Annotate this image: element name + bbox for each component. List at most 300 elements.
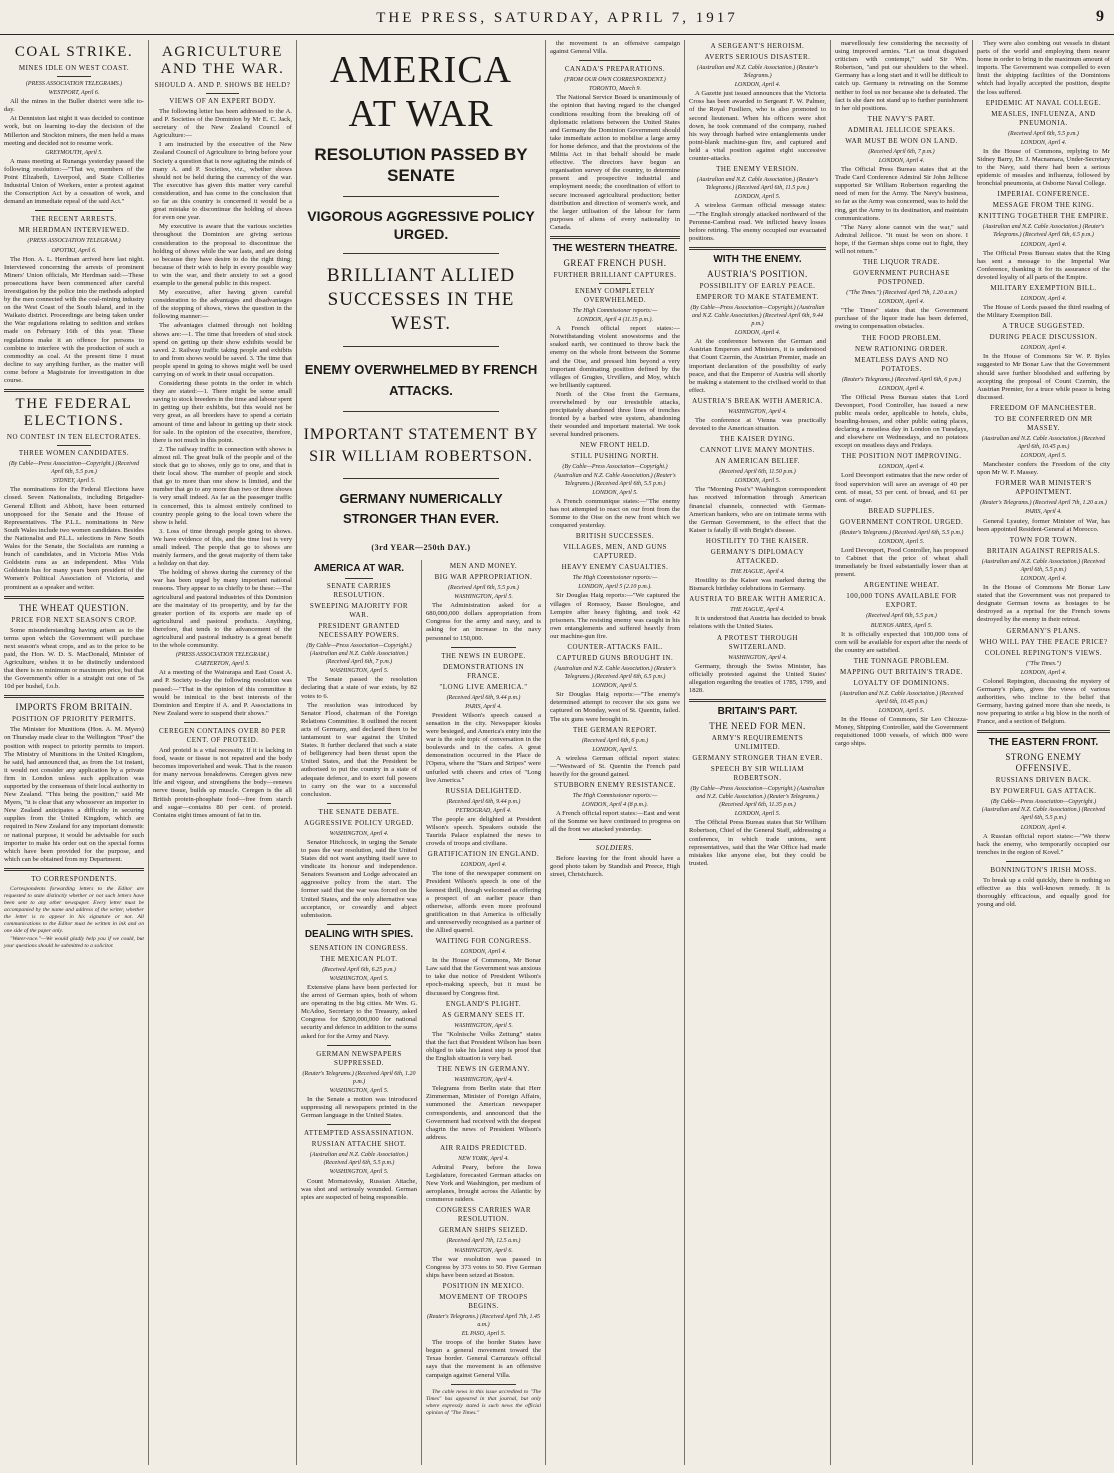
paragraph: At a meeting of the Wairarapa and East Coast A. and P. Society to-day the following resolution was passed:—"That in the opinion of this committee it would be inimical to the best interests of the Dominion and Empire if A. and P. Associations in New Zealand were to suspend their shows." — [153, 669, 292, 717]
paragraph: Sir Douglas Haig reports:—"The enemy's determined attempt to recover the six guns we captured on Monday, west of St. Quentin, failed. The six guns were brought in. — [550, 691, 680, 723]
dateline: PARIS, April 4. — [465, 703, 502, 710]
subhead: GERMANY'S DIPLOMACY ATTACKED. — [710, 547, 805, 565]
paragraph: And proteid is a vital necessity. If it is lacking in food, waste or tissue is not repaired and the body becomes impoverished and weak. That is the reason for many nervous breakdowns. Ceregen gives new life and vigour, and strengthens the body—renews nerve tissue, builds up muscle. Ceregen is the all British protein-phosphate food—free from starch and sugar—contains 80 per cent. of proteid. Contains eight times amount of fat in tin. — [153, 746, 292, 819]
paragraph: In the House of Commons, Mr Bonar Law said that the Government was anxious to take due notice of President Wilson's epoch-making speech, but it must be discussed by Congress first. — [426, 957, 541, 997]
headline: FORMER WAR MINISTER'S APPOINTMENT. — [995, 479, 1092, 497]
subhead: STILL PUSHING NORTH. — [570, 452, 660, 461]
dateline: LONDON, April 5. — [592, 683, 638, 690]
headline-wheat: THE WHEAT QUESTION. — [19, 602, 129, 613]
headline: A PROTEST THROUGH SWITZERLAND. — [717, 633, 798, 651]
subhead: MINES IDLE ON WEST COAST. — [18, 64, 130, 72]
dateline: LONDON, April 4. — [878, 385, 925, 392]
paragraph: The Senate passed the resolution declaring that a state of war exists, by 82 votes to 6. — [301, 676, 417, 700]
paragraph: Sir Douglas Haig reports:—"We captured the villages of Ronssoy, Basse Boulogne, and Lempire after heavy fighting, and took 42 prisoners. The resisting enemy was caught in his own entanglements and suffered heavily from our machine-gun fire. — [550, 592, 680, 640]
paragraph: To break up a cold quickly, there is nothing so effective as this well-known remedy. It is thoroughly efficacious, and equally good for young and old. — [977, 876, 1110, 909]
dateline: WASHINGTON, April 5. — [329, 1169, 389, 1176]
banner-line: GERMANY NUMERICALLY STRONGER THAN EVER. — [339, 491, 503, 526]
dateline: WASHINGTON, April 5. — [329, 668, 389, 675]
subhead: BY POWERFUL GAS ATTACK. — [990, 787, 1097, 796]
banner-line: IMPORTANT STATEMENT BY SIR WILLIAM ROBERTSON. — [303, 426, 539, 465]
paragraph: A wireless German official message states:—"The English strongly attacked northward of the Peronne-Cambrai road. We inflicted heavy losses before retiring. The enemy occupied our evacuated positions. — [689, 202, 826, 242]
credit: (Received April 6th, 11.50 p.m.) — [719, 469, 796, 476]
paragraph: My executive is aware that the various societies throughout the Dominion are giving serious consideration to the proposal to discontinue the holding of shows while the war lasts, and are doing so because they have desire to do the right thing; because of their wish to help in every possible way to win the war, and their anxiety to set a good example to the general public in this respect. — [153, 223, 292, 287]
paragraph: Considering these points in the order in which they are stated:—1. There might be some small saving to stock breeders in the time and labour spent in getting up their exhibits, but this would not be very great, as all breeders have to spend a certain amount of time and labour in getting up their stock for sale. In the opinion of the executive, therefore, there is not much in this point. — [153, 380, 292, 444]
paragraph: President Wilson's speech caused a sensation in the city. Newspaper kiosks were besieged, and America's entry into the war is the sole topic of conversation in the boulevards and in the cafes. A great demonstration occurred in the Place de l'Opera, where the "Stars and Stripes" were unfurled with cheers and cries of "Long live America." — [426, 711, 541, 784]
credit: The High Commissioner reports:— — [572, 575, 658, 582]
masthead-title: THE PRESS, SATURDAY, APRIL 7, 1917 — [376, 10, 738, 26]
paragraph: Extensive plans have been perfected for the arrest of German spies, both of whom are operating in the big cities. Mr Wm. G. McAdoo, Secretary to the Treasury, asked Congress for $200,000,000 for national security and defence in addition to the sums asked for for the Army and Navy. — [301, 984, 417, 1040]
credit: (Received April 6th, 5.5 p.m.) — [866, 613, 937, 620]
dateline: LONDON, April 4. — [1020, 345, 1067, 352]
banner-line: BRILLIANT ALLIED SUCCESSES IN THE WEST. — [326, 265, 516, 334]
paragraph: In the House of Commons Sir W. P. Byles suggested to Mr Bonar Law that the Government should save further bloodshed and suffering by accepting the proposal of Count Czernin, the Austrian Premier, for a truce while peace is being discussed. — [977, 353, 1110, 401]
credit: (FROM OUR OWN CORRESPONDENT.) — [564, 77, 666, 84]
headline: STUBBORN ENEMY RESISTANCE. — [553, 781, 677, 790]
subhead: GOVERNMENT CONTROL URGED. — [839, 517, 964, 526]
subhead: SWEEPING MAJORITY FOR WAR. — [309, 602, 409, 619]
paragraph: Manchester confers the Freedom of the city upon Mr W. F. Massey. — [977, 461, 1110, 477]
dateline: WASHINGTON, April 5. — [454, 1022, 513, 1029]
credit: (Received April 6th, 5.5 p.m.) — [1008, 130, 1079, 137]
headline: THE SENATE DEBATE. — [318, 807, 400, 816]
subhead: SENSATION IN CONGRESS. — [309, 943, 409, 952]
subhead: PRICE FOR NEXT SEASON'S CROP. — [11, 615, 137, 624]
paragraph: The Hon. A. L. Herdman arrived here last night. Interviewed concerning the arrests of prominent Miners' Union officials, Mr Herdman said:—These prosecutions have been commenced after careful investigation by the police into the methods adopted by the men connected with the coal-mining industry on the West Coast of the South Island, and in the Waikato district. Proceedings are being taken under the War regulations relating to sedition and strikes made on February 16th of this year. These regulations make it an offence for persons to combine to interfere with the production of such a commodity as coal. At the present time I must decline to say anything further, as the matter will come before a Magistrate for investigation in due course. — [4, 255, 144, 384]
dateline: PETROGRAD, April 4. — [455, 807, 512, 814]
banner-line: (3rd YEAR—250th DAY.) — [371, 543, 471, 552]
credit: (PRESS ASSOCIATION TELEGRAM.) — [175, 652, 270, 659]
dateline: LONDON, April 4. — [460, 949, 507, 956]
headline: THE GERMAN REPORT. — [572, 725, 658, 734]
dateline: LONDON, April 5. — [592, 489, 638, 496]
headline: CONGRESS CARRIES WAR RESOLUTION. — [435, 1206, 532, 1224]
paragraph: A French official report states:—Notwithstanding violent snowstorms and the soaked earth, we continued to throw back the enemy on the whole front between the Somme and the Oise, and pressed him beyond a very important dominating position defined by the villages of Grugies, Urvillers, and Moy, which we brilliantly captured. — [550, 325, 680, 389]
subhead: "LONG LIVE AMERICA." — [439, 682, 528, 691]
subhead: GOVERNMENT PURCHASE POSTPONED. — [853, 269, 950, 287]
subhead: 100,000 TONS AVAILABLE FOR EXPORT. — [846, 592, 957, 610]
dateline: WASHINGTON, April 4. — [329, 830, 389, 837]
headline: A TRUCE SUGGESTED. — [1002, 322, 1085, 331]
paragraph: At the conference between the German and Austrian Emperors and Ministers, it is understood that Count Czernin, the Austrian Premier, made an important declaration of the possibility of early peace, and that the Emperor of Austria will shortly be making a statement to the civilised world to that effect. — [689, 338, 826, 394]
paragraph: A French official report states:—East and west of the Somme we have continued to progress on all the front we attacked yesterday. — [550, 810, 680, 834]
paragraph: It is understood that Austria has decided to break relations with the United States. — [689, 615, 826, 631]
credit: (Australian and N.Z. Cable Association.) (Reuter's Telegrams.) (Received April 6th, 11.5 p.m.) — [696, 177, 819, 192]
column-4 — [546, 40, 684, 1465]
credit: ("The Times.") — [1025, 660, 1062, 667]
dateline: WASHINGTON, April 5. — [329, 975, 389, 982]
paragraph: The House of Lords passed the third reading of the Military Exemption Bill. — [977, 304, 1110, 320]
paragraph: marvellously few considering the necessity of using improved armies. "Let us treat disguised criticism with contempt," said Sir Wm. Robertson, "and put our shoulders to the wheel. Germany has a long start and it will be difficult to catch up. Germany is retreating on the Somme neither to fool us nor because she is defeated. The fact is she dare not stand up to further punishment in her old positions. — [835, 40, 968, 112]
paragraph: Admiral Peary, before the Iowa Legislature, forecasted German attacks on New York and Washington, per medium of aeroplanes, brought across the Atlantic by commerce raiders. — [426, 1163, 541, 1204]
subhead: EMPEROR TO MAKE STATEMENT. — [696, 292, 819, 301]
dateline: WASHINGTON, April 4. — [728, 654, 787, 661]
subhead: GERMANY STRONGER THAN EVER. — [692, 753, 823, 762]
headline: FREEDOM OF MANCHESTER. — [990, 403, 1097, 412]
dateline: PARIS, April 4. — [1025, 509, 1062, 516]
paragraph: The conference at Vienna was practically devoted to the American situation. — [689, 417, 826, 433]
paragraph: The "Kolnische Volks Zeitung" states that the fact that President Wilson has been obliged to take his latest step is proof that the English situation is very bad. — [426, 1030, 541, 1063]
headline: ENGLAND'S PLIGHT. — [445, 999, 522, 1008]
headline-federal-elections: THE FEDERAL ELECTIONS. — [15, 396, 133, 430]
headline: TOWN FOR TOWN. — [1009, 535, 1078, 544]
headline: IMPERIAL CONFERENCE. — [997, 190, 1090, 199]
headline: THE TONNAGE PROBLEM. — [853, 656, 950, 665]
paragraph: The Official Press Bureau states that the King has sent a message to the Imperial War Conference, thanking it for its assurance of the devoted loyalty of all parts of the Empire. — [977, 249, 1110, 281]
paragraph: The Minister for Munitions (Hon. A. M. Myers) on Thursday made clear to the Wellington "Post" the position with respect to priority permits to import. The Ministry of Munitions in the United Kingdom, he said, had announced that, as from the 1st instant, it would not consider any application by a private firm in London unless such application was supported by the consensus of their local authority in New Zealand. "This being the position," said Mr Myers, "it is clear that any whosoever an importer in New Zealand anticipates a difficulty in securing supplies from the United Kingdom, which are required in New Zealand for any important domestic or national purpose, it would be advisable for such importer to make his order out on the special forms which have been provided for the purpose, and which can be obtained from my Department. — [4, 726, 144, 863]
banner-line: VIGOROUS AGGRESSIVE POLICY URGED. — [307, 208, 535, 242]
subhead: POSSIBILITY OF EARLY PEACE. — [699, 281, 816, 290]
credit: (Received April 6th, 6.25 p.m.) — [322, 966, 396, 973]
headline: POSITION IN MEXICO. — [442, 1281, 525, 1290]
headline: THE NEWS IN GERMANY. — [437, 1065, 530, 1074]
subhead: THE MEXICAN PLOT. — [320, 954, 398, 963]
dateline: TORONTO, March 9. — [589, 86, 641, 93]
credit: (Reuter's Telegrams.) (Received April 6th, 1.20 p.m.) — [302, 1070, 416, 1085]
dateline: LONDON, April 5. — [592, 746, 638, 753]
column-6 — [830, 40, 972, 1465]
subhead: THE NEED FOR MEN. — [709, 720, 806, 731]
credit: (Reuter's Telegrams.) (Received April 7th, 1.45 a.m.) — [427, 1313, 540, 1328]
headline: BREAD SUPPLIES. — [868, 506, 935, 515]
headline: HOSTILITY TO THE KAISER. — [705, 536, 810, 545]
headline: GERMANY'S PLANS. — [1006, 626, 1081, 635]
paragraph: The following letter has been addressed to the A. and P. Societies of the Dominion by Mr E. C. Jack, secretary of the New Zealand Council of Agriculture:— — [153, 108, 292, 140]
dateline: NEW YORK, April 4. — [458, 1155, 509, 1162]
headline-western-theatre: THE WESTERN THEATRE. — [552, 242, 678, 254]
column-7 — [972, 40, 1114, 1465]
dateline: LONDON, April 4 (8 p.m.). — [582, 802, 648, 809]
credit: (By Cable—Press Association—Copyright.) (Australian and N.Z. Cable Association.) (Reuter's Telegrams.) (Received April 6th, 5.5 p.m.) — [554, 464, 676, 487]
paragraph: Senator Hitchcock, in urging the Senate to pass the war resolution, said the United States did not want anything itself save to vindicate its honour and independence. Senators Swanson and Lodge advocated an aggressive policy from the start. The former said that the war was forced on the United States, and the only alternative was acceptance, or cowardly and abject submission. — [301, 838, 417, 919]
headline: BONNINGTON'S IRISH MOSS. — [990, 865, 1097, 874]
paragraph: 3. Loss of time through people going to shows. We have evidence of this, and the time lost is very small indeed. The people that go to shows are mainly farmers, and the great majority of them take a holiday on that day. — [153, 527, 292, 568]
headline-ceregen: CEREGEN CONTAINS OVER 80 PER CENT. OF PROTEID. — [159, 726, 286, 744]
paragraph: The Administration asked for a 680,000,000 dollars appropriation from Congress for the army and navy, and is asking for an increase in the navy personnel to 150,000. — [426, 602, 541, 642]
column-3b — [421, 560, 546, 1465]
paragraph: The National Service Board is unanimously of the opinion that having regard to the changed conditions resulting from the breaking off of diplomatic relations between the United States and Germany the Dominion Government should take immediate action to mobilise a large army for home defence, and that the provisions of the Militia Act in that behalf should be made effective. The directors have begun an organisation survey of the country, to determine present and prospective industrial and employment needs; the coordination of effort to secure increased agricultural production; better distribution and direction of women's work, and the larger utilisation of the labour for farm purposes of aliens of every nationality in Canada. — [550, 94, 680, 231]
dateline: THE HAGUE, April 4. — [730, 568, 785, 575]
banner-headline: AMERICA AT WAR — [329, 49, 513, 135]
paragraph: At Denniston last night it was decided to continue work, but on learning to-day the decision of the Millerton and Stockton miners, the men held a mass meeting and decided not to resume work. — [4, 115, 144, 147]
column-5 — [684, 40, 830, 1465]
paragraph: The Official Press Bureau states that Lord Devonport, Food Controller, has issued a new public meals order, applicable to hotels, clubs, boarding-houses, and other public eating places, declaring a meatless day in London on Tuesdays, and elsewhere on Wednesdays, and no potatoes except on meatless days and Fridays. — [835, 393, 968, 450]
dateline: LONDON, April 4. — [1020, 295, 1067, 302]
subhead: ARMY'S REQUIREMENTS UNLIMITED. — [711, 733, 804, 751]
dateline: LONDON, April 5. — [734, 811, 781, 818]
dateline: BUENOS AIRES, April 5. — [870, 622, 933, 629]
paragraph: Some misunderstanding having arisen as to the terms upon which the Government will purchase next season's wheat crops, and as to the price to be paid, the Hon. W. D. S. MacDonald, Minister of Agriculture, wishes it to be distinctly understood that there is no minimum or maximum price, but that the Government's offer is a straight out one of 5s 10d per bushel, f.o.b. — [4, 626, 144, 691]
subhead: POSITION OF PRIORITY PERMITS. — [12, 715, 136, 724]
headline: GRATIFICATION IN ENGLAND. — [427, 850, 540, 859]
subhead: FURTHER BRILLIANT CAPTURES. — [553, 270, 677, 279]
paragraph: "Water-race."—We would gladly help you if we could, but your questions should be submitted to a solicitor. — [4, 935, 144, 949]
dateline: THE HAGUE, April 4. — [730, 607, 785, 614]
subhead: CANNOT LIVE MANY MONTHS. — [700, 446, 815, 455]
credit: (Australian and N.Z. Cable Association.) (Reuter's Telegrams.) (Received April 6th, 6.5 p.m.) — [982, 224, 1105, 239]
subhead: VILLAGES, MEN, AND GUNS CAPTURED. — [563, 543, 667, 561]
paragraph: In the Senate a motion was introduced suppressing all newspapers printed in the German language in the United States. — [301, 1095, 417, 1120]
dateline: LONDON, April 4. — [878, 299, 925, 306]
subhead: CAPTURED GUNS BROUGHT IN. — [556, 653, 674, 662]
column-1 — [0, 40, 148, 1465]
headline: THE RECENT ARRESTS. — [31, 215, 117, 224]
credit: (Reuter's Telegrams.) (Received April 6th, 5.5 p.m.) — [839, 529, 964, 536]
paragraph: Before leaving for the front should have a good photo taken by Standish and Preece, High street, Christchurch. — [550, 854, 680, 878]
paragraph: In the House of Commons, Sir Leo Chiozza-Money, Shipping Controller, said the Government requisitioned 1000 vessels, of which 800 were cargo ships. — [835, 716, 968, 748]
credit: (Australian and N.Z. Cable Association.) (Received April 6th, 10.45 p.m.) — [981, 435, 1106, 450]
credit: (Reuter's Telegrams.) (Received April 6th, 6 p.m.) — [841, 376, 962, 383]
subhead: TO BE CONFERRED ON MR MASSEY. — [994, 414, 1093, 432]
subhead: AVERTS SERIOUS DISASTER. — [704, 53, 811, 61]
credit: (PRESS ASSOCIATION TELEGRAMS.) — [25, 81, 123, 87]
paragraph: The tone of the newspaper comment on President Wilson's speech is one of the keenest thrill, though welcomed as offering a prospect of an earlier peace than otherwise, affords even more profound gratification in that America is officially and unreservedly recognised as a partner of the Allied quarrel. — [426, 870, 541, 934]
dateline: LONDON, April 4. — [1020, 139, 1067, 146]
dateline: WASHINGTON, April 5. — [454, 594, 513, 601]
subhead: RUSSIAN ATTACHE SHOT. — [311, 1140, 407, 1149]
dateline: CARTERTON, April 5. — [195, 661, 250, 668]
masthead — [0, 0, 1114, 35]
paragraph: The resolution was introduced by Senator Flood, chairman of the Foreign Relations Committee. It outlined the recent acts of Germany, and declared them to be tantamount to war against the United States. It further declared that such a state of belligerency had been thrust upon the United States, and that the President be authorised to put the country in a state of adequate defence, and to exert full powers to carry on the war to a successful conclusion. — [301, 701, 417, 798]
subhead: DURING PEACE DISCUSSION. — [989, 333, 1098, 342]
credit: (PRESS ASSOCIATION TELEGRAM.) — [27, 238, 121, 245]
credit: (By Cable—Press Association—Copyright.) (Australian and N.Z. Cable Association.) (Reuter's Telegrams.) (Received April 6th, 11.35 p.m.) — [690, 785, 825, 809]
subhead: SPEECH BY SIR WILLIAM ROBERTSON. — [710, 764, 805, 782]
credit: (Received April 6th, 9.44 p.m.) — [446, 694, 521, 701]
banner-line: RESOLUTION PASSED BY SENATE — [314, 145, 528, 185]
paragraph: The Official Press Bureau states that at the Trade Card Conference Admiral Sir John Jellicoe supported Sir William Robertson regarding the need of men for the Army. The Navy's business, so far as the Army was concerned, was to hold the ring, get the Army to its destination, and maintain communications. — [835, 166, 968, 222]
front-banner — [296, 40, 546, 560]
subhead: BRITAIN AGAINST REPRISALS. — [986, 546, 1101, 555]
column-2 — [148, 40, 296, 1465]
credit: (Received April 6th, 9.44 p.m.) — [446, 798, 521, 805]
paragraph: Lord Devonport, Food Controller, has proposed to Cabinet that the price of wheat shall immediately be fixed substantially lower than at present. — [835, 547, 968, 579]
headline: COUNTER-ATTACKS FAIL. — [567, 642, 663, 651]
paragraph: "The Times" states that the Government purchase of the liquor trade has been deferred, owing to compensation obstacles. — [835, 307, 968, 331]
dateline: WESTPORT, April 6. — [48, 90, 100, 97]
dateline: WASHINGTON, April 4. — [728, 408, 787, 415]
headline-coal-strike: COAL STRIKE. — [14, 44, 134, 60]
paragraph: Count Mornatovsky, Russian Attache, was shot and seriously wounded. German spies are suspected of being responsible. — [301, 1177, 417, 1201]
headline: MILITARY EXEMPTION BILL. — [990, 283, 1097, 292]
headline: THE LIQUOR TRADE. — [862, 258, 940, 267]
paragraph: I am instructed by the executive of the New Zealand Council of Agriculture to bring before your Society a question that is now agitating the minds of many A. and P. Societies, viz., whether shows should not be held during the currency of the war. The executive has given this matter very careful consideration, and has come to the conclusion that so far as this country is concerned it would be a great mistake to discontinue the holding of shows for even one year. — [153, 141, 292, 222]
subhead: SENATE CARRIES RESOLUTION. — [326, 582, 392, 599]
dateline: LONDON, April 5. — [734, 478, 781, 485]
headline: ARGENTINE WHEAT. — [863, 581, 940, 590]
paragraph: The nominations for the Federal Elections have closed. Seven Nationalists, including Brigadier-General Elliott and Abbott, have been returned unopposed for the Senate and the House of Representatives. The P.L.L. nominations in New South Wales include two women candidates. Besides the Nationalist and P.L.L. selections in New South Wales for the Senate, the Socialists are running a bunch of candidates, and in Victoria Miss Vida Goldstein runs as an independent. Miss Vida Goldstein has for many years been president of the Women's Political Association of Victoria, and prominent as a speaker and writer. — [4, 486, 144, 591]
dateline: LONDON, April 4. — [878, 157, 925, 164]
credit: (Australian and N.Z. Cable Association.) (Reuter's Telegrams.) — [696, 65, 819, 80]
credit: (Received April 7th, 12.5 a.m.) — [446, 1238, 521, 1245]
dateline: LONDON, April 4. — [734, 330, 781, 337]
subhead: BIG WAR APPROPRIATION. — [434, 573, 533, 581]
credit: (Australian and N.Z. Cable Association.) (Reuter's Telegrams.) (Received April 6th, 6.5 p.m.) — [554, 665, 676, 681]
paragraph: The advantages claimed through not holding shows are:—1. The time that breeders of stud stock spend on getting up their show exhibits would be saved. 2. Railway traffic taking people and exhibits to and from shows would be saved. 3. The time that people spend in going to shows might well be used carrying on of work in their usual occupation. — [153, 322, 292, 378]
headline: BRITISH SUCCESSES. — [575, 532, 655, 541]
headline-agriculture: AGRICULTURE AND THE WAR. — [160, 44, 285, 77]
dateline: WASHINGTON, April 4. — [454, 1077, 513, 1084]
subhead: COLONEL REPINGTON'S VIEWS. — [984, 648, 1103, 657]
paragraph: Correspondents forwarding letters to the Editor are requested to state distinctly whether or not such letters have been sent to any other newspaper. Every letter must be accompanied by the name and address of the writer, whether the letter is to appear in his signature or not. All communications to the Editor must be written in ink and on one side of the paper only. — [4, 885, 144, 934]
paragraph: All the mines in the Buller district were idle to-day. — [4, 98, 144, 114]
headline: NEW FRONT HELD. — [579, 441, 651, 450]
credit: (By Cable—Press Association—Copyright.) (Australian and N.Z. Cable Association.) (Received April 6th, 9.44 p.m.) — [690, 304, 825, 328]
subhead: PRESIDENT GRANTED NECESSARY POWERS. — [318, 622, 400, 639]
dateline: LONDON, April 5. — [1020, 453, 1067, 460]
paragraph: Germany, through the Swiss Minister, has officially protested against the United States' allegation regarding the treaties of 1785, 1799, and 1828. — [689, 662, 826, 694]
headline: WAITING FOR CONGRESS. — [435, 937, 532, 946]
paragraph: A Gazette just issued announces that the Victoria Cross has been awarded to Sergeant F. W. Palmer, of the Royal Fusiliers, who is also promoted to second lieutenant. When his officers were shot down, he took command of the company, rushed his way through barbed wire entanglements under point-blank machine-gun fire, and captured and held a vital position against eight successive counter-attacks. — [689, 90, 826, 163]
dateline: LONDON, April 4. — [1020, 575, 1067, 582]
subhead: SHOULD A. AND P. SHOWS BE HELD? — [154, 81, 291, 89]
credit: (By Cable—Press Association—Copyright.) (Australian and N.Z. Cable Association.) (Received April 6th, 5.5 p.m.) — [981, 799, 1106, 822]
credit: (Received April 6th, 6 p.m.) — [581, 737, 649, 744]
paragraph: A wireless German official report states:—"Westward of St. Quentin the French paid heavily for the ground gained. — [550, 754, 680, 778]
headline: GERMAN SHIPS SEIZED. — [439, 1226, 528, 1235]
subhead: MEASLES, INFLUENZA, AND PNEUMONIA. — [991, 109, 1096, 127]
banner-line: ENEMY OVERWHELMED BY FRENCH ATTACKS. — [304, 362, 538, 398]
paragraph: the movement is an offensive campaign against General Villa. — [550, 40, 680, 56]
headline-eastern-front: THE EASTERN FRONT. — [988, 737, 1099, 749]
subhead: THREE WOMEN CANDIDATES. — [18, 449, 130, 458]
subhead: KNITTING TOGETHER THE EMPIRE. — [978, 212, 1109, 221]
dateline: LONDON, April 4. — [1020, 669, 1067, 676]
subhead: AUSTRIA'S POSITION. — [707, 268, 808, 279]
paragraph: It is officially expected that 100,000 tons of corn will be available for export after the needs of the country are satisfied. — [835, 630, 968, 654]
paragraph: North of the Oise front the Germans, overwhelmed by our irresistible attacks, precipitately abandoned three lines of trenches fronted by a barbed wire system, abandoning their wounded and important material. We took several hundred prisoners. — [550, 390, 680, 439]
dateline: LONDON, April 4. — [460, 862, 507, 869]
credit: (Australian and N.Z. Cable Association.) (Received April 6th, 5.5 p.m.) — [981, 558, 1106, 573]
subhead: WHO WILL PAY THE PEACE PRICE? — [979, 637, 1108, 646]
paragraph: "The Navy alone cannot win the war," said Admiral Jellicoe. "It must be won on shore. I hope, if the German ships come out to fight, they will not return." — [835, 223, 968, 255]
subhead: VIEWS OF AN EXPERT BODY. — [169, 97, 276, 105]
credit: The High Commissioner reports:— — [572, 307, 658, 314]
paragraph: Lord Devonport estimates that the new order of food supervision will save an average of 40 per cent. of meat, 53 per cent. of bread, and 61 per cent. of sugar. — [835, 472, 968, 504]
credit: (Reuter's Telegrams.) (Received April 7th, 1.20 a.m.) — [980, 500, 1107, 507]
headline-with-the-enemy: WITH THE ENEMY. — [713, 253, 802, 265]
paragraph: My executive, after having given careful consideration to the advantages and disadvantages of the stopping of shows, views the question in the following manner:— — [153, 289, 292, 321]
column-3a — [296, 560, 421, 1465]
headline: THE NEWS IN EUROPE. — [441, 651, 526, 660]
subhead: LOYALTY OF DOMINIONS. — [853, 678, 950, 687]
subhead: DEMONSTRATIONS IN FRANCE. — [442, 662, 525, 680]
dateline: GREYMOUTH, April 5. — [45, 149, 103, 156]
dateline: LONDON, April 4. — [734, 82, 781, 89]
dateline: LONDON, April 4. — [1020, 241, 1067, 248]
subhead: MAPPING OUT BRITAIN'S TRADE. — [840, 667, 963, 676]
paragraph: Telegrams from Berlin state that Herr Zimmerman, Minister of Foreign Affairs, summoned the American newspaper correspondents, and announced that the Government had received with the deepest chagrin the news of President Wilson's address. — [426, 1085, 541, 1141]
headline-correspondents: TO CORRESPONDENTS. — [31, 874, 117, 883]
banner-subcolumns — [296, 560, 546, 1465]
headline: AUSTRIA TO BREAK WITH AMERICA. — [689, 595, 826, 604]
headline: THE ENEMY VERSION. — [716, 165, 799, 174]
headline: DEALING WITH SPIES. — [304, 928, 414, 940]
dateline: SYDNEY, April 5. — [52, 478, 96, 485]
subhead: HEAVY ENEMY CASUALTIES. — [561, 563, 669, 572]
headline: RUSSIA DELIGHTED. — [445, 786, 522, 795]
paragraph: The holding of shows during the currency of the war has been urged by many important national reasons. They appear to us chiefly to be these:—The agricultural and pastoral industries of this Dominion are the mainstay of its prosperity, and by far the greater portion of its exports are made up of agricultural and pastoral products. Anything, therefore, that tends to the advancement of the agricultural and pastoral industry is a great benefit to the whole community. — [153, 569, 292, 650]
paragraph: They were also combing out vessels in distant parts of the world and employing them nearer home in order to bring in the maximum amount of imports. The Government was compelled to even limit the shipping facilities of the Dominions which had loyally accepted the position, despite the loss suffered. — [977, 40, 1110, 96]
credit: (Received April 6th, 5.5 p.m.) — [448, 585, 519, 591]
headline: A SERGEANT'S HEROISM. — [710, 42, 805, 50]
paragraph: The people are delighted at President Wilson's speech. Speakers outside the Taurida Palace explained the news to crowds of troops and civilians. — [426, 815, 541, 848]
subhead: RUSSIANS DRIVEN BACK. — [995, 776, 1092, 785]
page-number: 9 — [1096, 8, 1104, 25]
paragraph: Hostility to the Kaiser was marked during the Bismarck birthday celebrations in Germany. — [689, 577, 826, 593]
paragraph: Colonel Repington, discussing the mystery of Germany's plans, gives the views of various authorities, who incline to the belief that Germany, having gained more than she needs, is now preparing to strike a big blow in the north of France, and a section of Belgium. — [977, 677, 1110, 726]
subhead: AN AMERICAN BELIEF. — [715, 457, 800, 466]
subhead: STRONG ENEMY OFFENSIVE. — [1005, 752, 1082, 774]
credit: (Australian and N.Z. Cable Association.) (Received April 6th, 10.45 p.m.) — [839, 690, 964, 705]
footnote: The cable news in this issue accredited to "The Times" has appeared in that journal, but only where expressly stated is such news the official opinion of "The Times." — [426, 1388, 541, 1416]
subhead: MOVEMENT OF TROOPS BEGINS. — [439, 1292, 528, 1310]
subhead: WAR MUST BE WON ON LAND. — [845, 136, 958, 145]
credit: (Australian and N.Z. Cable Association.) (Received April 6th, 5.5 p.m.) — [309, 1152, 409, 1167]
paragraph: In the House of Commons, replying to Mr Sidney Barry, Dr. J. Macnamara, Under-Secretary to the Navy, said there had been a serious epidemic of measles and influenza, followed by bronchial pneumonia, at Osborne Naval College. — [977, 147, 1110, 188]
subhead: MEATLESS DAYS AND NO POTATOES. — [854, 355, 949, 373]
dateline: EL PASO, April 5. — [461, 1331, 506, 1338]
paragraph: The troops of the border States have begun a general movement toward the Texas border. General Carranza's official says that the movement is an offensive campaign against General Villa. — [426, 1339, 541, 1379]
subhead: NEW RATIONING ORDER. — [855, 344, 948, 353]
headline: ENEMY COMPLETELY OVERWHELMED. — [575, 286, 655, 304]
dateline: LONDON, April 4. — [1020, 824, 1067, 831]
subhead: NO CONTEST IN TEN ELECTORATES. — [6, 433, 142, 442]
headline: CANADA'S PREPARATIONS. — [564, 65, 666, 74]
credit: (By Cable—Press Association—Copyright.) (Australian and N.Z. Cable Association.) (Received April 6th, 7 p.m.) — [306, 643, 412, 666]
paragraph: The Official Press Bureau states that Sir William Robertson, Chief of the General Staff, addressing a conference, in which trade unions, sent representatives, said that the War Office had made mistakes like anyone else, but they could be trusted. — [689, 819, 826, 867]
headline-soldiers: SOLDIERS. — [595, 843, 635, 852]
headline-america-at-war: AMERICA AT WAR. — [313, 563, 405, 574]
subhead: AGGRESSIVE POLICY URGED. — [304, 818, 414, 827]
headline-britains-part: BRITAIN'S PART. — [717, 705, 798, 717]
headline: GERMAN NEWSPAPERS SUPPRESSED. — [316, 1049, 402, 1067]
subhead: AS GERMANY SEES IT. — [441, 1010, 525, 1019]
paragraph: 2. The railway traffic in connection with shows is almost nil. The great bulk of the people and of the stock that go to shows, only go to one, and that is their local show. The number of people and stock that go to more than one show is limited, and the number that go to any more than two or three shows is very small indeed. As far as the passenger traffic is concerned, this is almost entirely confined to country people going to the local town where the show is held. — [153, 445, 292, 526]
credit: The High Commissioner reports:— — [572, 793, 658, 800]
paragraph: The war resolution was passed in Congress by 373 votes to 50. Five German ships have been seized at Boston. — [426, 1255, 541, 1279]
headline: EPIDEMIC AT NAVAL COLLEGE. — [985, 98, 1102, 107]
credit: (Received April 6th, 7 p.m.) — [868, 148, 935, 155]
paragraph: General Lyautey, former Minister of War, has been appointed Resident-General at Morocco. — [977, 517, 1110, 533]
headline: THE POSITION NOT IMPROVING. — [841, 452, 962, 461]
credit: ("The Times.") (Received April 7th, 1.20 a.m.) — [846, 290, 957, 297]
dateline: LONDON, April 5. — [878, 538, 925, 545]
headline: THE KAISER DYING. — [719, 435, 796, 444]
dateline: OPOTIKI, April 6. — [51, 247, 97, 254]
headline: THE NAVY'S PART. — [867, 114, 936, 123]
dateline: WASHINGTON, April 5. — [329, 1087, 389, 1094]
credit: (By Cable—Press Association—Copyright.) (Received April 6th, 5.5 p.m.) — [8, 461, 140, 476]
subhead: MR HERDMAN INTERVIEWED. — [18, 226, 130, 235]
paragraph: A French communique states:—"The enemy has not attempted to react on our front from the Somme to the Oise on the new front which we conquered yesterday. — [550, 497, 680, 530]
dateline: WASHINGTON, April 6. — [454, 1247, 513, 1254]
dateline: LONDON, April 4. — [878, 464, 925, 471]
paragraph: In the House of Commons Mr Bonar Law stated that the Government was not prepared to designate German towns as hostages to be destroyed as a reprisal for the French towns destroyed by the enemy in their retreat. — [977, 584, 1110, 624]
headline-imports: IMPORTS FROM BRITAIN. — [15, 702, 133, 713]
paragraph: The "Morning Post's" Washington correspondent has received information through American financial channels, connected with German-American bankers, who are on intimate terms with the German Government, to the effect that the Kaiser is fatally ill with Bright's disease. — [689, 486, 826, 534]
headline: ATTEMPTED ASSASSINATION. — [303, 1129, 414, 1138]
paragraph: A mass meeting at Runanga yesterday passed the following resolution:—"That we, members of the Point Elizabeth, Liverpool, and State Collieries Industrial Union of Workers, enter a protest against the Conscription Act by a cessation of work, and demand an immediate repeal of the said Act." — [4, 157, 144, 206]
dateline: LONDON, April 5 (2.10 p.m.). — [578, 584, 652, 591]
subhead: GREAT FRENCH PUSH. — [563, 257, 667, 268]
subhead: MESSAGE FROM THE KING. — [992, 201, 1095, 210]
dateline: LONDON, April 4 (11.15 p.m.). — [577, 317, 653, 324]
headline: THE FOOD PROBLEM. — [861, 333, 942, 342]
headline: AUSTRIA'S BREAK WITH AMERICA. — [692, 396, 823, 405]
dateline: LONDON, April 5. — [878, 708, 925, 715]
subhead: ADMIRAL JELLICOE SPEAKS. — [847, 125, 956, 134]
dateline: LONDON, April 5. — [734, 194, 781, 201]
